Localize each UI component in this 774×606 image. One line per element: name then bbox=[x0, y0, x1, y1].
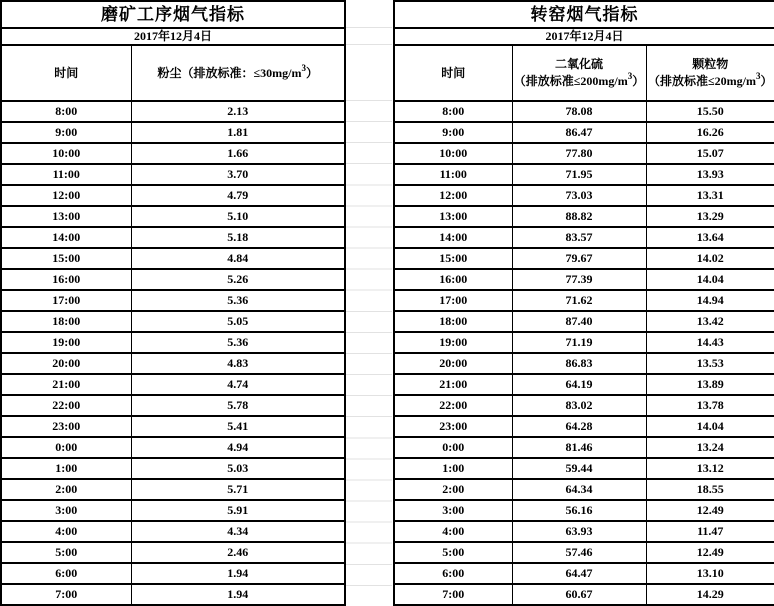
time-cell[interactable]: 9:00 bbox=[1, 122, 131, 143]
table-row bbox=[1, 101, 345, 122]
time-cell[interactable]: 4:00 bbox=[394, 521, 512, 542]
pm-value-cell[interactable]: 12.49 bbox=[646, 500, 774, 521]
pm-value-cell[interactable]: 13.29 bbox=[646, 206, 774, 227]
time-cell[interactable]: 5:00 bbox=[394, 542, 512, 563]
table-row bbox=[394, 101, 774, 122]
pm-value-cell[interactable]: 13.78 bbox=[646, 395, 774, 416]
so2-value-cell[interactable]: 71.95 bbox=[512, 164, 646, 185]
pm-value-cell[interactable]: 13.31 bbox=[646, 185, 774, 206]
so2-value-cell[interactable]: 63.93 bbox=[512, 521, 646, 542]
header-pm-cell[interactable] bbox=[646, 45, 774, 101]
so2-value-cell[interactable]: 86.83 bbox=[512, 353, 646, 374]
pm-value-cell[interactable]: 13.24 bbox=[646, 437, 774, 458]
header-so2-label: （排放标准≤200mg/m bbox=[513, 74, 628, 88]
time-cell[interactable]: 2:00 bbox=[394, 479, 512, 500]
rotary-kiln-flue-gas-table bbox=[393, 0, 774, 606]
table-row bbox=[1, 353, 345, 374]
gridline bbox=[345, 27, 392, 28]
time-cell[interactable]: 6:00 bbox=[394, 563, 512, 584]
pm-value-cell[interactable]: 13.64 bbox=[646, 227, 774, 248]
dust-value-cell[interactable]: 1.81 bbox=[131, 122, 345, 143]
so2-value-cell[interactable]: 83.57 bbox=[512, 227, 646, 248]
dust-value-cell[interactable]: 5.26 bbox=[131, 269, 345, 290]
time-cell[interactable]: 19:00 bbox=[394, 332, 512, 353]
so2-value-cell[interactable]: 64.28 bbox=[512, 416, 646, 437]
table-date-row bbox=[394, 28, 774, 45]
so2-value-cell[interactable]: 64.34 bbox=[512, 479, 646, 500]
pm-value-cell[interactable]: 13.93 bbox=[646, 164, 774, 185]
pm-value-cell[interactable]: 11.47 bbox=[646, 521, 774, 542]
header-pm-name: 颗粒物 bbox=[692, 57, 729, 71]
table-row bbox=[394, 353, 774, 374]
time-cell[interactable]: 16:00 bbox=[1, 269, 131, 290]
table-row bbox=[394, 311, 774, 332]
so2-value-cell[interactable]: 71.19 bbox=[512, 332, 646, 353]
time-cell[interactable]: 12:00 bbox=[394, 185, 512, 206]
table-row bbox=[1, 521, 345, 542]
table-row bbox=[394, 122, 774, 143]
table-row bbox=[394, 227, 774, 248]
time-cell[interactable]: 10:00 bbox=[394, 143, 512, 164]
time-cell[interactable]: 1:00 bbox=[394, 458, 512, 479]
grinding-table-head bbox=[1, 1, 345, 101]
time-cell[interactable]: 22:00 bbox=[1, 395, 131, 416]
pm-value-cell[interactable]: 12.49 bbox=[646, 542, 774, 563]
table-row bbox=[394, 248, 774, 269]
so2-value-cell[interactable]: 77.39 bbox=[512, 269, 646, 290]
table-row bbox=[394, 143, 774, 164]
grinding-table-body bbox=[1, 101, 345, 605]
pm-value-cell[interactable]: 13.42 bbox=[646, 311, 774, 332]
time-cell[interactable]: 0:00 bbox=[394, 437, 512, 458]
table-row bbox=[1, 290, 345, 311]
time-cell[interactable]: 8:00 bbox=[394, 101, 512, 122]
time-cell[interactable]: 9:00 bbox=[394, 122, 512, 143]
table-row bbox=[394, 185, 774, 206]
so2-value-cell[interactable]: 86.47 bbox=[512, 122, 646, 143]
so2-value-cell[interactable]: 83.02 bbox=[512, 395, 646, 416]
so2-value-cell[interactable]: 71.62 bbox=[512, 290, 646, 311]
pm-value-cell[interactable]: 18.55 bbox=[646, 479, 774, 500]
dust-value-cell[interactable]: 5.10 bbox=[131, 206, 345, 227]
time-cell[interactable]: 23:00 bbox=[394, 416, 512, 437]
table-row bbox=[1, 332, 345, 353]
time-cell[interactable]: 21:00 bbox=[1, 374, 131, 395]
superscript: 3 bbox=[627, 71, 633, 81]
pm-value-cell[interactable]: 14.04 bbox=[646, 269, 774, 290]
dust-value-cell[interactable]: 5.03 bbox=[131, 458, 345, 479]
time-cell[interactable]: 17:00 bbox=[1, 290, 131, 311]
table-row bbox=[394, 374, 774, 395]
dust-value-cell[interactable]: 4.83 bbox=[131, 353, 345, 374]
superscript: 3 bbox=[301, 62, 306, 73]
table-row bbox=[394, 437, 774, 458]
dust-value-cell[interactable]: 4.84 bbox=[131, 248, 345, 269]
pm-value-cell[interactable]: 15.07 bbox=[646, 143, 774, 164]
time-cell[interactable]: 0:00 bbox=[1, 437, 131, 458]
gridlines-gap bbox=[345, 100, 392, 606]
dust-value-cell[interactable]: 3.70 bbox=[131, 164, 345, 185]
grinding-flue-gas-table bbox=[0, 0, 346, 606]
time-cell[interactable]: 3:00 bbox=[394, 500, 512, 521]
time-cell[interactable]: 3:00 bbox=[1, 500, 131, 521]
pm-value-cell[interactable]: 14.43 bbox=[646, 332, 774, 353]
header-dust-cell[interactable] bbox=[131, 45, 345, 101]
time-cell[interactable]: 6:00 bbox=[1, 563, 131, 584]
table-row bbox=[394, 458, 774, 479]
so2-value-cell[interactable]: 57.46 bbox=[512, 542, 646, 563]
time-cell[interactable]: 20:00 bbox=[394, 353, 512, 374]
dust-value-cell[interactable]: 1.94 bbox=[131, 563, 345, 584]
kiln-table-body bbox=[394, 101, 774, 605]
dust-value-cell[interactable]: 5.41 bbox=[131, 416, 345, 437]
so2-value-cell[interactable]: 78.08 bbox=[512, 101, 646, 122]
time-cell[interactable]: 18:00 bbox=[394, 311, 512, 332]
table-row bbox=[394, 269, 774, 290]
table-header-row bbox=[394, 45, 774, 101]
table-row bbox=[394, 500, 774, 521]
header-time-cell[interactable]: 时间 bbox=[1, 45, 131, 101]
so2-value-cell[interactable]: 88.82 bbox=[512, 206, 646, 227]
table-row bbox=[1, 143, 345, 164]
header-pm-label-close: ） bbox=[760, 74, 773, 88]
time-cell[interactable]: 2:00 bbox=[1, 479, 131, 500]
dust-value-cell[interactable]: 5.36 bbox=[131, 290, 345, 311]
table-date-row bbox=[1, 28, 345, 45]
so2-value-cell[interactable]: 59.44 bbox=[512, 458, 646, 479]
pm-value-cell[interactable]: 14.29 bbox=[646, 584, 774, 605]
dust-value-cell[interactable]: 1.94 bbox=[131, 584, 345, 605]
time-cell[interactable]: 11:00 bbox=[1, 164, 131, 185]
dust-value-cell[interactable]: 4.79 bbox=[131, 185, 345, 206]
table-row bbox=[1, 437, 345, 458]
time-cell[interactable]: 12:00 bbox=[1, 185, 131, 206]
header-dust-label-close: ） bbox=[305, 65, 318, 80]
time-cell[interactable]: 22:00 bbox=[394, 395, 512, 416]
table-date-cell[interactable]: 2017年12月4日 bbox=[1, 28, 345, 45]
so2-value-cell[interactable]: 87.40 bbox=[512, 311, 646, 332]
table-row bbox=[394, 416, 774, 437]
table-row bbox=[1, 395, 345, 416]
so2-value-cell[interactable]: 73.03 bbox=[512, 185, 646, 206]
table-row bbox=[394, 563, 774, 584]
time-cell[interactable]: 14:00 bbox=[394, 227, 512, 248]
pm-value-cell[interactable]: 14.04 bbox=[646, 416, 774, 437]
time-cell[interactable]: 7:00 bbox=[1, 584, 131, 605]
table-row bbox=[1, 227, 345, 248]
time-cell[interactable]: 11:00 bbox=[394, 164, 512, 185]
kiln-table-head bbox=[394, 1, 774, 101]
time-cell[interactable]: 16:00 bbox=[394, 269, 512, 290]
time-cell[interactable]: 13:00 bbox=[1, 206, 131, 227]
dust-value-cell[interactable]: 4.94 bbox=[131, 437, 345, 458]
dust-value-cell[interactable]: 5.05 bbox=[131, 311, 345, 332]
table-title-cell[interactable]: 转窑烟气指标 bbox=[394, 1, 774, 28]
header-so2-cell[interactable] bbox=[512, 45, 646, 101]
time-cell[interactable]: 15:00 bbox=[394, 248, 512, 269]
dust-value-cell[interactable]: 5.36 bbox=[131, 332, 345, 353]
table-row bbox=[394, 290, 774, 311]
time-cell[interactable]: 23:00 bbox=[1, 416, 131, 437]
header-pm-label: （排放标准≤20mg/m bbox=[648, 74, 756, 88]
time-cell[interactable]: 15:00 bbox=[1, 248, 131, 269]
so2-value-cell[interactable]: 79.67 bbox=[512, 248, 646, 269]
table-row bbox=[1, 584, 345, 605]
so2-value-cell[interactable]: 56.16 bbox=[512, 500, 646, 521]
pm-value-cell[interactable]: 15.50 bbox=[646, 101, 774, 122]
table-row bbox=[1, 206, 345, 227]
table-row bbox=[394, 164, 774, 185]
table-row bbox=[394, 395, 774, 416]
pm-value-cell[interactable]: 16.26 bbox=[646, 122, 774, 143]
table-row bbox=[1, 458, 345, 479]
table-row bbox=[394, 206, 774, 227]
header-dust-label: 粉尘（排放标准：≤30mg/m bbox=[157, 65, 302, 80]
time-cell[interactable]: 20:00 bbox=[1, 353, 131, 374]
header-time-cell[interactable]: 时间 bbox=[394, 45, 512, 101]
table-title-cell[interactable]: 磨矿工序烟气指标 bbox=[1, 1, 345, 28]
dust-value-cell[interactable]: 5.78 bbox=[131, 395, 345, 416]
header-so2-name: 二氧化硫 bbox=[554, 57, 603, 71]
dust-value-cell[interactable]: 5.91 bbox=[131, 500, 345, 521]
dust-value-cell[interactable]: 2.46 bbox=[131, 542, 345, 563]
pm-value-cell[interactable]: 14.94 bbox=[646, 290, 774, 311]
table-row bbox=[1, 542, 345, 563]
dust-value-cell[interactable]: 5.18 bbox=[131, 227, 345, 248]
so2-value-cell[interactable]: 77.80 bbox=[512, 143, 646, 164]
dust-value-cell[interactable]: 1.66 bbox=[131, 143, 345, 164]
table-date-cell[interactable]: 2017年12月4日 bbox=[394, 28, 774, 45]
table-row bbox=[1, 311, 345, 332]
superscript: 3 bbox=[755, 71, 761, 81]
table-row bbox=[1, 122, 345, 143]
time-cell[interactable]: 18:00 bbox=[1, 311, 131, 332]
time-cell[interactable]: 4:00 bbox=[1, 521, 131, 542]
so2-value-cell[interactable]: 64.19 bbox=[512, 374, 646, 395]
table-row bbox=[394, 584, 774, 605]
table-row bbox=[394, 479, 774, 500]
table-row bbox=[1, 563, 345, 584]
dust-value-cell[interactable]: 2.13 bbox=[131, 101, 345, 122]
table-row bbox=[1, 416, 345, 437]
table-row bbox=[1, 500, 345, 521]
dust-value-cell[interactable]: 5.71 bbox=[131, 479, 345, 500]
table-row bbox=[394, 521, 774, 542]
so2-value-cell[interactable]: 60.67 bbox=[512, 584, 646, 605]
pm-value-cell[interactable]: 13.89 bbox=[646, 374, 774, 395]
time-cell[interactable]: 19:00 bbox=[1, 332, 131, 353]
time-cell[interactable]: 17:00 bbox=[394, 290, 512, 311]
table-row bbox=[394, 332, 774, 353]
table-row bbox=[1, 248, 345, 269]
table-row bbox=[1, 269, 345, 290]
time-cell[interactable]: 8:00 bbox=[1, 101, 131, 122]
so2-value-cell[interactable]: 64.47 bbox=[512, 563, 646, 584]
header-pm-standard bbox=[647, 73, 774, 90]
time-cell[interactable]: 7:00 bbox=[394, 584, 512, 605]
header-so2-label-close: ） bbox=[632, 74, 645, 88]
time-cell[interactable]: 14:00 bbox=[1, 227, 131, 248]
so2-value-cell[interactable]: 81.46 bbox=[512, 437, 646, 458]
time-cell[interactable]: 1:00 bbox=[1, 458, 131, 479]
pm-value-cell[interactable]: 13.10 bbox=[646, 563, 774, 584]
table-title-row bbox=[394, 1, 774, 28]
dust-value-cell[interactable]: 4.34 bbox=[131, 521, 345, 542]
time-cell[interactable]: 10:00 bbox=[1, 143, 131, 164]
header-so2-standard bbox=[513, 73, 646, 90]
table-title-row bbox=[1, 1, 345, 28]
table-row bbox=[1, 185, 345, 206]
gridline bbox=[345, 44, 392, 45]
table-row bbox=[1, 374, 345, 395]
time-cell[interactable]: 21:00 bbox=[394, 374, 512, 395]
pm-value-cell[interactable]: 13.12 bbox=[646, 458, 774, 479]
table-row bbox=[1, 479, 345, 500]
table-row bbox=[394, 542, 774, 563]
table-row bbox=[1, 164, 345, 185]
table-header-row bbox=[1, 45, 345, 101]
time-cell[interactable]: 5:00 bbox=[1, 542, 131, 563]
pm-value-cell[interactable]: 13.53 bbox=[646, 353, 774, 374]
pm-value-cell[interactable]: 14.02 bbox=[646, 248, 774, 269]
dust-value-cell[interactable]: 4.74 bbox=[131, 374, 345, 395]
time-cell[interactable]: 13:00 bbox=[394, 206, 512, 227]
